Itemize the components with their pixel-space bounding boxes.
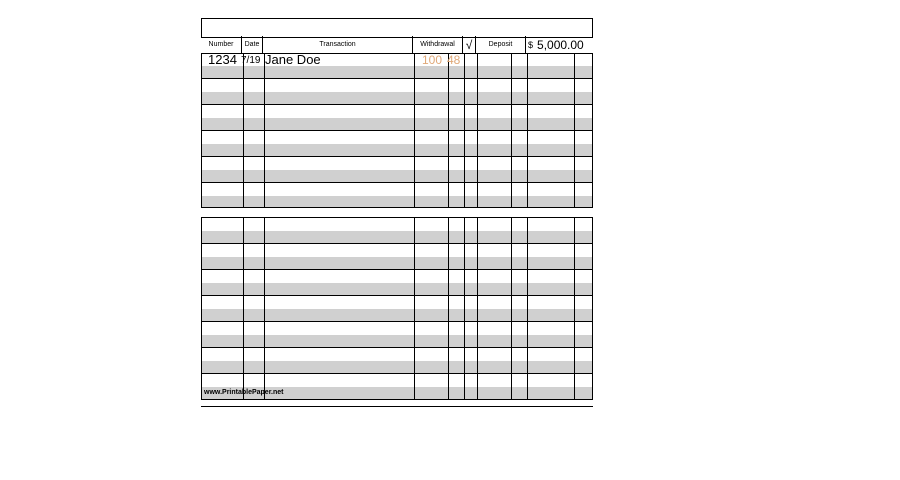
entry-withdrawal-dollars: 100 bbox=[422, 53, 443, 67]
row-divider bbox=[202, 182, 592, 183]
header-deposit: Deposit bbox=[476, 36, 526, 53]
column-divider bbox=[511, 53, 512, 207]
column-divider bbox=[414, 53, 415, 207]
register-section-top bbox=[201, 53, 593, 208]
column-divider bbox=[464, 53, 465, 207]
column-divider bbox=[264, 218, 265, 399]
footer-line-bottom bbox=[201, 406, 593, 407]
starting-balance bbox=[526, 36, 593, 53]
row-divider bbox=[202, 295, 592, 296]
row-divider bbox=[202, 78, 592, 79]
column-divider bbox=[477, 53, 478, 207]
column-divider bbox=[574, 53, 575, 207]
currency-symbol: $ bbox=[528, 39, 534, 50]
column-divider bbox=[574, 218, 575, 399]
header-number: Number bbox=[201, 36, 242, 53]
column-divider bbox=[511, 218, 512, 399]
entry-withdrawal-cents: 48 bbox=[447, 53, 461, 67]
entry-transaction: Jane Doe bbox=[265, 52, 321, 67]
row-divider bbox=[202, 321, 592, 322]
register-title-box bbox=[201, 18, 593, 38]
header-date: Date bbox=[242, 36, 263, 53]
row-divider bbox=[202, 373, 592, 374]
column-divider bbox=[264, 53, 265, 207]
column-divider bbox=[464, 218, 465, 399]
header-transaction: Transaction bbox=[263, 36, 413, 53]
check-register bbox=[201, 18, 593, 407]
column-divider bbox=[527, 53, 528, 207]
header-withdrawal: Withdrawal bbox=[413, 36, 463, 53]
footer-url: www.PrintablePaper.net bbox=[204, 389, 284, 396]
column-divider bbox=[414, 218, 415, 399]
column-divider bbox=[448, 218, 449, 399]
row-divider bbox=[202, 130, 592, 131]
header-check-mark: √ bbox=[463, 36, 476, 53]
column-divider bbox=[527, 218, 528, 399]
row-divider bbox=[202, 243, 592, 244]
row-shade bbox=[202, 196, 592, 208]
column-divider bbox=[243, 218, 244, 399]
register-section-bottom bbox=[201, 217, 593, 400]
row-divider bbox=[202, 347, 592, 348]
entry-number: 1234 bbox=[208, 52, 237, 67]
balance-amount: 5,000.00 bbox=[537, 37, 584, 52]
row-divider bbox=[202, 156, 592, 157]
row-divider bbox=[202, 104, 592, 105]
column-divider bbox=[448, 53, 449, 207]
entry-date: 7/19 bbox=[241, 55, 261, 66]
column-divider bbox=[243, 53, 244, 207]
column-divider bbox=[477, 218, 478, 399]
footer-line-top bbox=[201, 399, 593, 400]
row-divider bbox=[202, 269, 592, 270]
